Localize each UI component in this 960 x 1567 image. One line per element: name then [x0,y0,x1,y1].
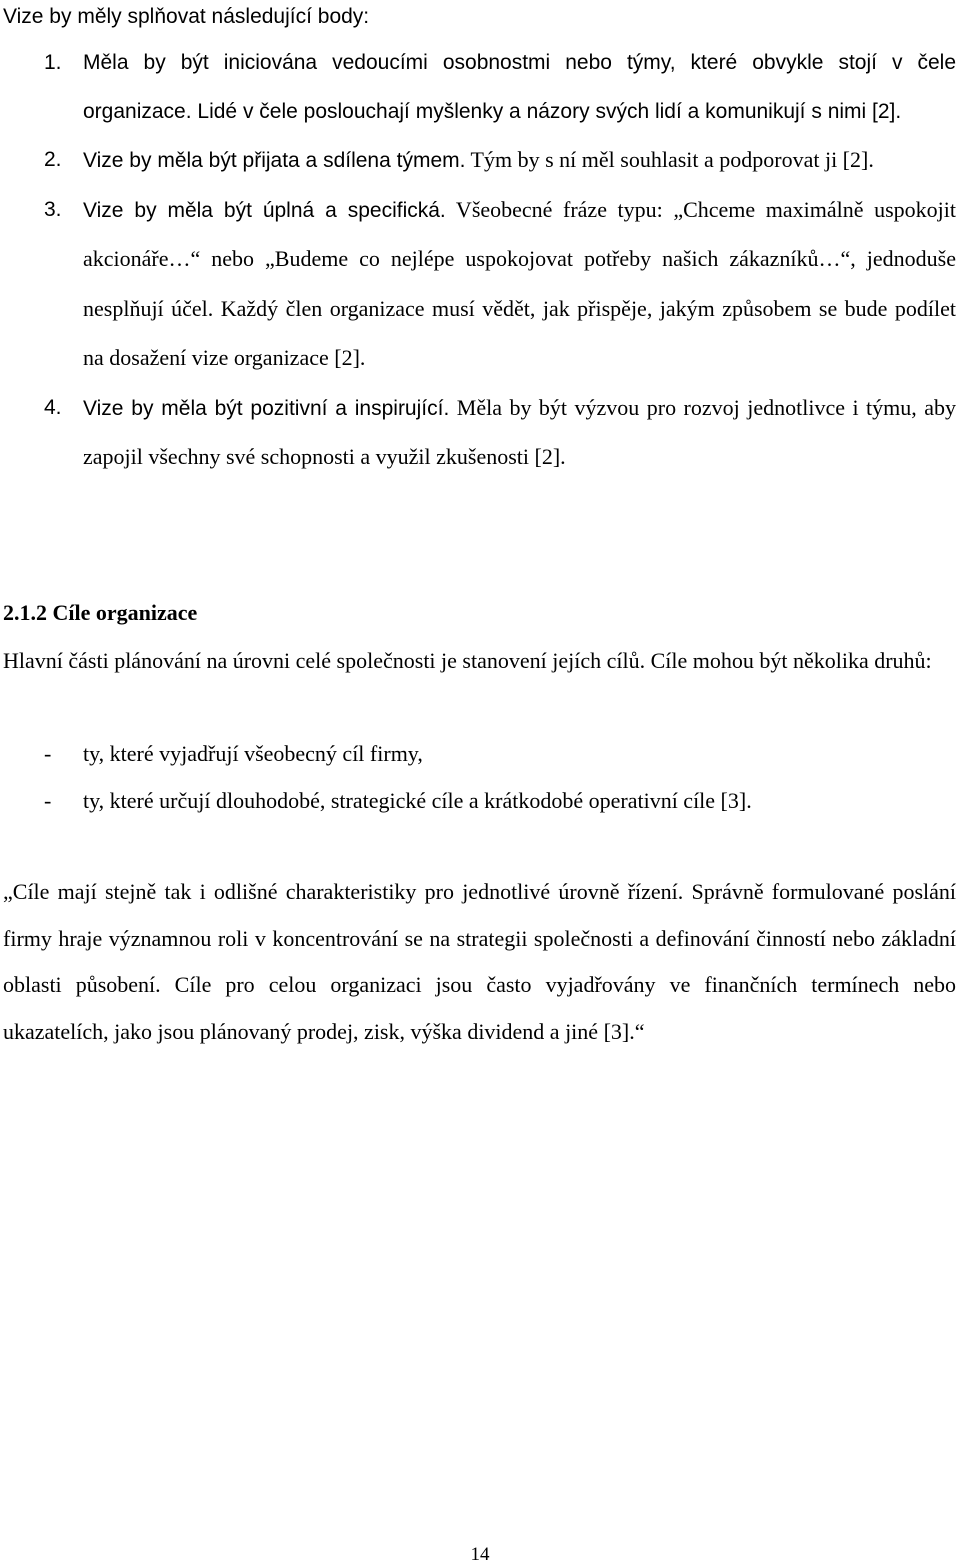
text-segment: Měla by být iniciována vedoucími osobnostmi nebo týmy, které obvykle stojí v čele organizace. Lidé v čele poslouchají myšlenky a názory svých lidí a komunikují s nimi [2]. [83,51,956,123]
text-segment: Vize by měla být pozitivní a inspirující. [83,396,450,420]
page-number: 14 [470,1544,490,1565]
section-heading: 2.1.2 Cíle organizace [3,600,198,625]
list-item-text [83,385,956,484]
goal-type-item [0,730,956,777]
vision-point-4 [0,385,956,484]
list-item-text: ty, které určují dlouhodobé, strategické cíle a krátkodobé operativní cíle [3]. [83,788,752,813]
goals-paragraph: Hlavní části plánování na úrovni celé společnosti je stanovení jejích cílů. Cíle mohou být několika druhů: [3,648,932,673]
text-segment: Vize by měla být úplná a specifická. [83,198,446,222]
vision-point-1 [0,40,956,137]
intro-text: Vize by měly splňovat následující body: [3,5,370,28]
goal-type-item [0,777,956,824]
text-segment: Tým by s ní měl souhlasit a podporovat ji [2]. [465,147,874,172]
list-number: 3. [44,197,62,221]
list-item-text [83,137,956,187]
list-item-text [83,187,956,385]
list-number: 2. [44,148,62,171]
vision-point-2 [0,137,956,187]
list-dash: - [44,741,52,766]
text-segment: Vize by měla být přijata a sdílena týmem. [83,149,466,172]
text-segment: Měla by být výzvou pro rozvoj jednotlivce i týmu, aby zapojil všechny své schopnosti a využil zkušenosti [2]. [83,394,956,469]
list-number: 4. [44,395,62,419]
list-item-text: ty, které vyjadřují všeobecný cíl firmy, [83,741,423,766]
text-segment: Všeobecné fráze typu: „Chceme maximálně uspokojit akcionáře…“ nebo „Budeme co nejlépe uspokojovat potřeby našich zákazníků…“, jednoduše nesplňují účel. [83,196,956,321]
vision-requirements-list [0,40,956,484]
list-dash: - [44,788,52,813]
quote-paragraph: „Cíle mají stejně tak i odlišné charakteristiky pro jednotlivé úrovně řízení. Správně formulované poslání firmy hraje významnou roli v koncentrování se na strategii společnosti a definování činností nebo základní oblasti působení. Cíle pro celou organizaci jsou často vyjadřovány ve finančních termínech nebo ukazatelích, jako jsou plánovaný prodej, zisk, výška dividend a jiné [3].“ [3,879,956,1044]
goal-types-list [0,730,956,824]
list-item-text [83,40,956,137]
list-number: 1. [44,51,62,74]
text-segment: Každý člen organizace musí vědět, jak přispěje, jakým způsobem se bude podílet na dosažení vize organizace [2]. [83,295,956,370]
vision-point-3 [0,187,956,385]
